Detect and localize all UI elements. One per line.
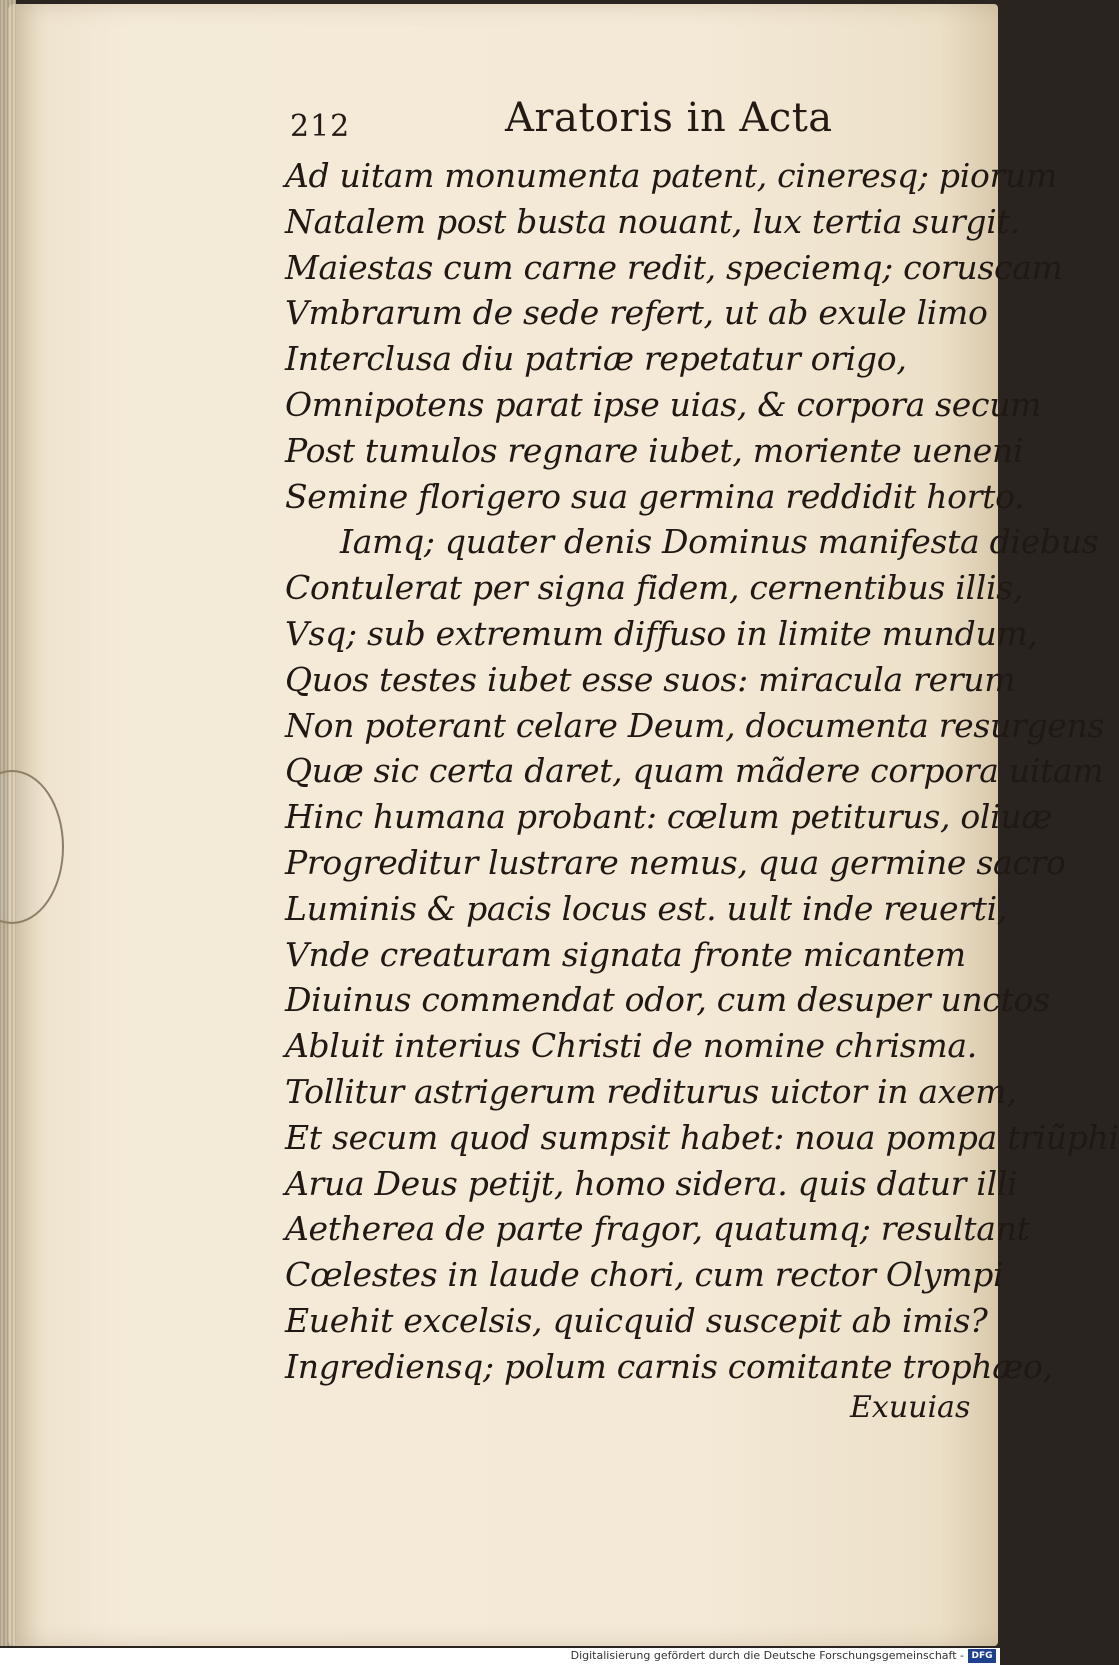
verse-line: Natalem post busta nouant, lux tertia surgit. bbox=[285, 201, 1020, 241]
verse-line: Interclusa diu patriæ repetatur origo, bbox=[285, 339, 907, 379]
funding-credit: Digitalisierung gefördert durch die Deutsche Forschungsgemeinschaft - bbox=[570, 1649, 964, 1662]
verse-line: Vmbrarum de sede refert, ut ab exule limo bbox=[285, 293, 988, 333]
verse-line: Arua Deus petijt, homo sidera. quis datur illi bbox=[285, 1163, 1018, 1203]
verse-line: Omnipotens parat ipse uias, & corpora secum bbox=[285, 384, 1042, 424]
verse-line: Non poterant celare Deum, documenta resurgens bbox=[285, 705, 1105, 745]
verse-line: Post tumulos regnare iubet, moriente ueneni bbox=[285, 430, 1024, 470]
verse-line: Ad uitam monumenta patent, cineresq; piorum bbox=[285, 156, 1057, 195]
verse-line: Maiestas cum carne redit, speciemq; coruscam bbox=[285, 247, 1063, 287]
verse-line: Et secum quod sumpsit habet: noua pompa triũphi bbox=[285, 1117, 1119, 1157]
digitization-footer bbox=[0, 1648, 1000, 1665]
verse-line: Semine florigero sua germina reddidit horto. bbox=[285, 476, 1025, 516]
verse-line: Ingrediensq; polum carnis comitante trophæo, bbox=[285, 1346, 1053, 1386]
dfg-logo-icon: DFG bbox=[968, 1649, 996, 1663]
verse-line: Euehit excelsis, quicquid suscepit ab imis? bbox=[285, 1300, 988, 1340]
verse-line: Hinc humana probant: cœlum petiturus, oliuæ bbox=[285, 797, 1053, 837]
page-header bbox=[290, 95, 850, 159]
page-number: 212 bbox=[290, 109, 351, 144]
verse-line: Vsq; sub extremum diffuso in limite mundum, bbox=[285, 613, 1038, 653]
verse-line: Aetherea de parte fragor, quatumq; resultant bbox=[285, 1209, 1030, 1249]
verse-line: Progreditur lustrare nemus, qua germine sacro bbox=[285, 842, 1066, 882]
verse-line: Diuinus commendat odor, cum desuper unctos bbox=[285, 980, 1050, 1020]
verse-line: Luminis & pacis locus est. uult inde reuerti, bbox=[285, 888, 1008, 928]
verse-line: Abluit interius Christi de nomine chrisma. bbox=[285, 1026, 977, 1066]
running-head: Aratoris in Acta bbox=[505, 95, 833, 141]
verse-line: Contulerat per signa fidem, cernentibus illis, bbox=[285, 568, 1024, 608]
verse-line: Vnde creaturam signata fronte micantem bbox=[285, 934, 966, 974]
verse-line: Cœlestes in laude chori, cum rector Olympi bbox=[285, 1255, 1004, 1295]
verse-line: Quæ sic certa daret, quam mãdere corpora uitam bbox=[285, 751, 1104, 791]
verse-line: Tollitur astrigerum rediturus uictor in axem, bbox=[285, 1071, 1017, 1111]
catchword: Exuuias bbox=[850, 1390, 971, 1425]
verse-line: Iamq; quater denis Dominus manifesta diebus bbox=[340, 522, 1099, 562]
verse-line: Quos testes iubet esse suos: miracula rerum bbox=[285, 659, 1016, 699]
verse-text bbox=[285, 153, 1119, 1390]
